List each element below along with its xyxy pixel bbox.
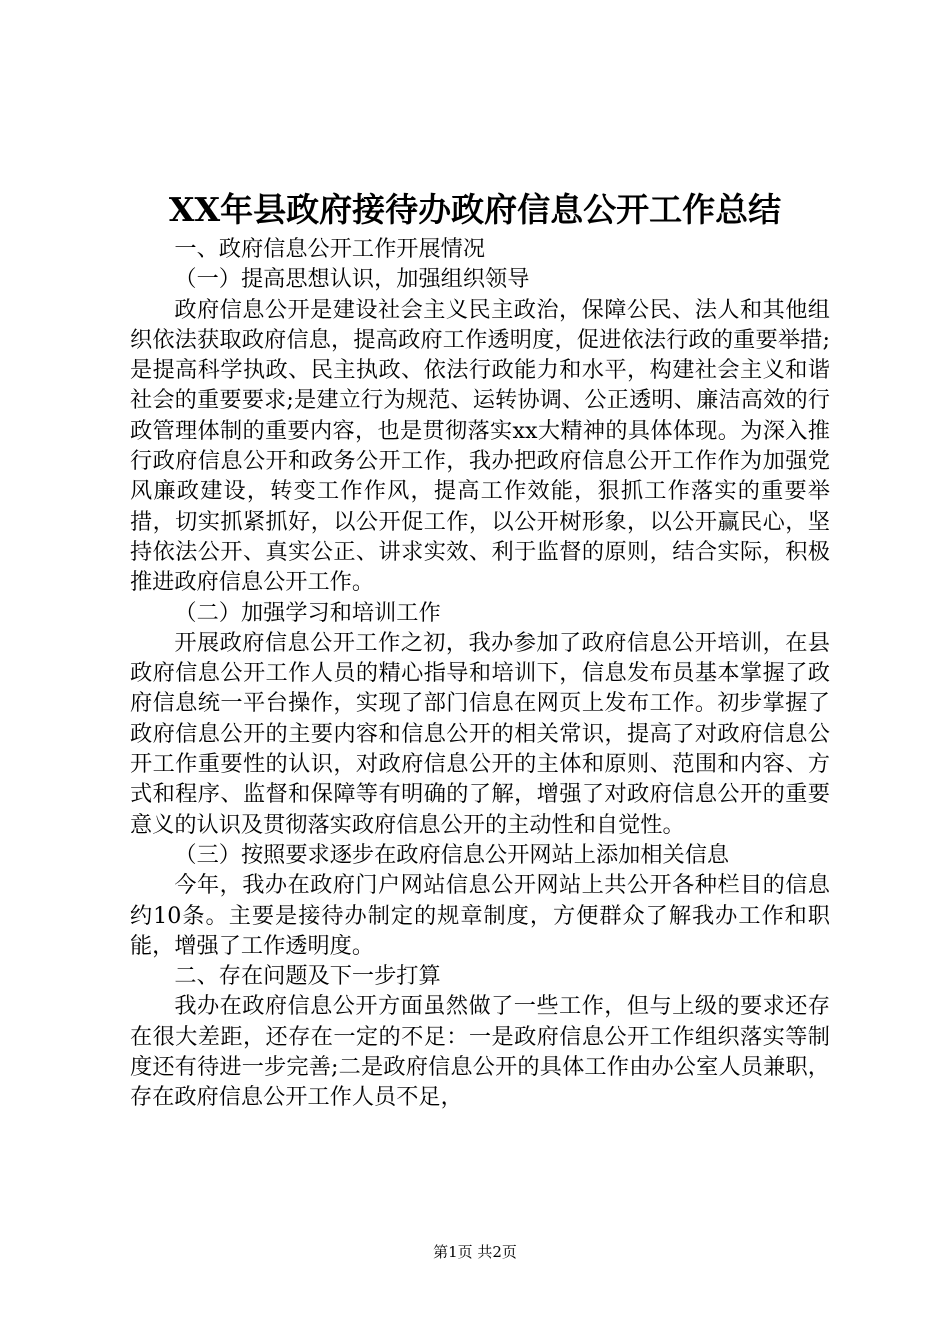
subsection-heading-3: （三）按照要求逐步在政府信息公开网站上添加相关信息 (174, 841, 730, 868)
subsection-heading-1: （一）提高思想认识，加强组织领导 (174, 266, 530, 293)
document-title: XX年县政府接待办政府信息公开工作总结 (168, 190, 782, 229)
section-heading-1: 一、政府信息公开工作开展情况 (174, 236, 486, 262)
section-heading-2: 二、存在问题及下一步打算 (174, 963, 441, 990)
page-footer: 第1页 共2页 (433, 1243, 517, 1261)
body-paragraph-4: 我办在政府信息公开方面虽然做了一些工作，但与上级的要求还存在很大差距，还存在一定的不足：一是政府信息公开工作组织落实等制度还有待进一步完善;二是政府信息公开的具体工作由办公室人员兼职，存在政府信息公开工作人员不足， (130, 993, 830, 1111)
subsection-heading-2: （二）加强学习和培训工作 (174, 599, 441, 626)
body-paragraph-2: 开展政府信息公开工作之初，我办参加了政府信息公开培训，在县政府信息公开工作人员的精心指导和培训下，信息发布员基本掌握了政府信息统一平台操作，实现了部门信息在网页上发布工作。初步掌握了政府信息公开的主要内容和信息公开的相关常识，提高了对政府信息公开工作重要性的认识，对政府信息公开的主体和原则、范围和内容、方式和程序、监督和保障等有明确的了解，增强了对政府信息公开的重要意义的认识及贯彻落实政府信息公开的主动性和自觉性。 (130, 629, 830, 838)
body-paragraph-1: 政府信息公开是建设社会主义民主政治，保障公民、法人和其他组织依法获取政府信息，提高政府工作透明度，促进依法行政的重要举措;是提高科学执政、民主执政、依法行政能力和水平，构建社会主义和谐社会的重要要求;是建立行为规范、运转协调、公正透明、廉洁高效的行政管理体制的重要内容，也是贯彻落实xx大精神的具体体现。为深入推行政府信息公开和政务公开工作，我办把政府信息公开工作作为加强党风廉政建设，转变工作作风，提高工作效能，狠抓工作落实的重要举措，切实抓紧抓好，以公开促工作，以公开树形象，以公开赢民心，坚持依法公开、真实公正、讲求实效、利于监督的原则，结合实际，积极推进政府信息公开工作。 (130, 296, 830, 596)
body-paragraph-3: 今年，我办在政府门户网站信息公开网站上共公开各种栏目的信息约10条。主要是接待办制定的规章制度，方便群众了解我办工作和职能，增强了工作透明度。 (130, 872, 830, 959)
document-body (130, 234, 830, 1113)
